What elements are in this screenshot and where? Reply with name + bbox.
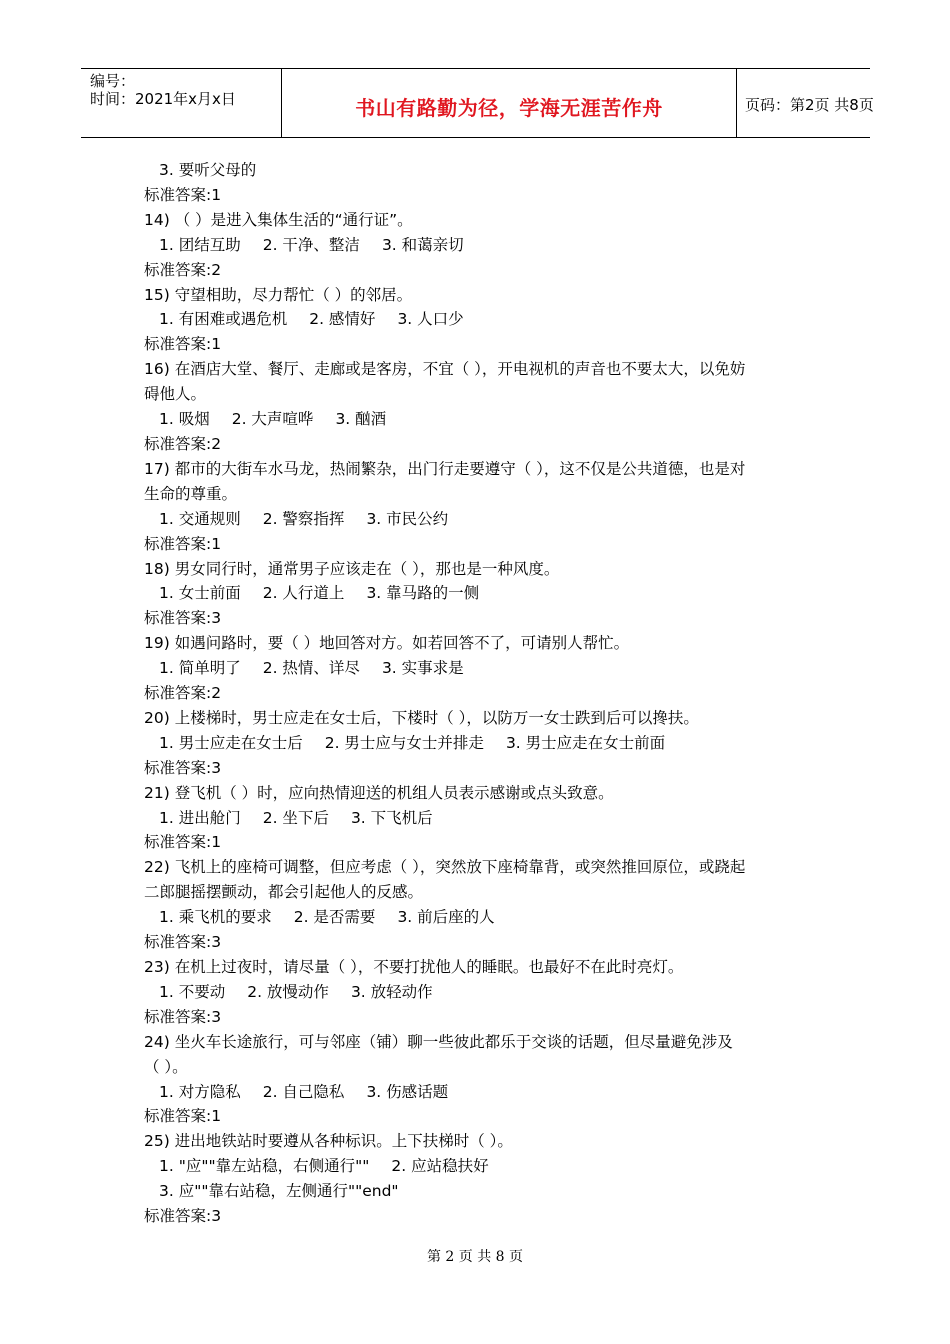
answer-option: 3. 要听父母的: [159, 161, 257, 179]
header-right-cell: [736, 69, 874, 137]
answer-option: 1. 吸烟: [159, 410, 210, 429]
answer-option: 3. 和蔼亲切: [381, 235, 464, 254]
option-line: [144, 1154, 809, 1179]
option-line: [144, 507, 809, 532]
answer-option: 2. 大声喧哗: [231, 410, 314, 429]
answer-option: 2. 感情好: [309, 310, 376, 329]
question-text: 20) 上楼梯时，男士应走在女士后，下楼时（ ），以防万一女士跌到后可以搀扶。: [144, 708, 699, 727]
answer-option: 1. 女士前面: [159, 584, 241, 603]
answer-option: 2. 自己隐私: [262, 1082, 345, 1101]
standard-answer: 标准答案:1: [144, 833, 222, 852]
question-text: 23) 在机上过夜时，请尽量（ ），不要打扰他人的睡眠。也最好不在此时亮灯。: [144, 958, 684, 976]
option-line: [144, 581, 809, 606]
answer-option: 1. 乘飞机的要求: [159, 908, 272, 927]
standard-answer: 标准答案:3: [144, 1207, 222, 1226]
question-text: 21) 登飞机（ ）时，应向热情迎送的机组人员表示感谢或点头致意。: [144, 783, 614, 802]
question-text: 15) 守望相助，尽力帮忙（ ）的邻居。: [144, 285, 413, 304]
question-text: 22) 飞机上的座椅可调整，但应考虑（ ），突然放下座椅靠背，或突然推回原位，或跷起: [144, 858, 746, 877]
question-text: （ ）。: [144, 1057, 188, 1076]
answer-option: 2. 人行道上: [262, 584, 345, 603]
question-text: 二郎腿摇摆颤动，都会引起他人的反感。: [144, 883, 424, 902]
header-left-cell: [81, 69, 281, 137]
page-footer: 第 2 页 共 8 页: [426, 1249, 524, 1265]
answer-option: 1. 对方隐私: [159, 1082, 241, 1101]
option-line: [144, 806, 809, 831]
document-date-label: 时间：2021年x月x日: [90, 90, 236, 108]
answer-option: 1. 简单明了: [159, 659, 241, 678]
standard-answer: 标准答案:3: [144, 933, 222, 952]
answer-option: 2. 干净、整洁: [262, 235, 360, 254]
document-body: [144, 158, 809, 1229]
answer-option: 2. 坐下后: [262, 808, 329, 827]
answer-option: 3. 酗酒: [335, 410, 387, 429]
option-line: [144, 407, 809, 432]
question-text: 17) 都市的大街车水马龙，热闹繁杂，出门行走要遵守（ ），这不仅是公共道德，也是对: [144, 459, 746, 478]
option-line: [144, 905, 809, 930]
standard-answer: 标准答案:1: [144, 534, 222, 553]
header-middle-cell: [281, 69, 737, 137]
question-text: 生命的尊重。: [144, 484, 238, 503]
answer-option: 3. 前后座的人: [397, 908, 495, 927]
option-line: [144, 1080, 809, 1105]
answer-option: 1. 男士应走在女士后: [159, 733, 303, 752]
question-text: 24) 坐火车长途旅行，可与邻座（铺）聊一些彼此都乐于交谈的话题，但尽量避免涉及: [144, 1032, 733, 1051]
standard-answer: 标准答案:1: [144, 1107, 222, 1126]
answer-option: 3. 男士应走在女士前面: [505, 733, 666, 752]
standard-answer: 标准答案:3: [144, 1007, 222, 1026]
answer-option: 3. 实事求是: [381, 659, 464, 678]
standard-answer: 标准答案:3: [144, 609, 222, 628]
answer-option: 2. 放慢动作: [247, 982, 329, 1001]
option-line: [144, 307, 809, 332]
standard-answer: 标准答案:3: [144, 758, 222, 777]
option-line: [144, 656, 809, 681]
answer-option: 3. 伤感话题: [366, 1082, 449, 1101]
page-header: [81, 68, 874, 138]
standard-answer: 标准答案:2: [144, 260, 222, 279]
answer-option: 3. 市民公约: [366, 509, 449, 528]
option-line: [144, 980, 809, 1005]
standard-answer: 标准答案:1: [144, 185, 222, 204]
standard-answer: 标准答案:2: [144, 434, 222, 453]
question-text: 25) 进出地铁站时要遵从各种标识。上下扶梯时（ ）。: [144, 1132, 513, 1151]
standard-answer: 标准答案:1: [144, 335, 222, 354]
question-text: 16) 在酒店大堂、餐厅、走廊或是客房，不宜（ ），开电视机的声音也不要太大，以免妨: [144, 360, 746, 379]
answer-option: 1. 进出舱门: [159, 808, 241, 827]
header-page-info: 页码：第2页 共8页: [745, 96, 874, 114]
answer-option: 3. 人口少: [397, 310, 464, 329]
standard-answer: 标准答案:2: [144, 684, 222, 703]
answer-option: 2. 男士应与女士并排走: [324, 733, 484, 752]
question-text: 19) 如遇问路时，要（ ）地回答对方。如若回答不了，可请别人帮忙。: [144, 634, 630, 653]
option-line: [144, 233, 809, 258]
answer-option: 1. 交通规则: [159, 509, 241, 528]
answer-option: 1. 团结互助: [159, 235, 241, 254]
answer-option: 2. 警察指挥: [262, 509, 345, 528]
question-text: 18) 男女同行时，通常男子应该走在（ ），那也是一种风度。: [144, 559, 560, 578]
document-code-label: 编号：: [90, 72, 136, 90]
answer-option: 1. 有困难或遇危机: [159, 310, 288, 329]
answer-option: 3. 靠马路的一侧: [366, 584, 480, 603]
question-text: 碍他人。: [144, 385, 207, 404]
answer-option: 2. 应站稳扶好: [391, 1157, 489, 1176]
option-line: [144, 731, 809, 756]
answer-option: 3. 应""靠右站稳，左侧通行""end": [159, 1182, 399, 1201]
header-motto: 书山有路勤为径，学海无涯苦作舟: [355, 96, 663, 120]
answer-option: 3. 下飞机后: [350, 808, 433, 827]
answer-option: 1. 不要动: [159, 982, 226, 1001]
answer-option: 1. "应""靠左站稳，右侧通行"": [159, 1157, 370, 1176]
answer-option: 3. 放轻动作: [350, 982, 433, 1001]
answer-option: 2. 热情、详尽: [262, 659, 360, 678]
question-text: 14) （ ）是进入集体生活的“通行证”。: [144, 210, 413, 229]
answer-option: 2. 是否需要: [293, 908, 376, 927]
